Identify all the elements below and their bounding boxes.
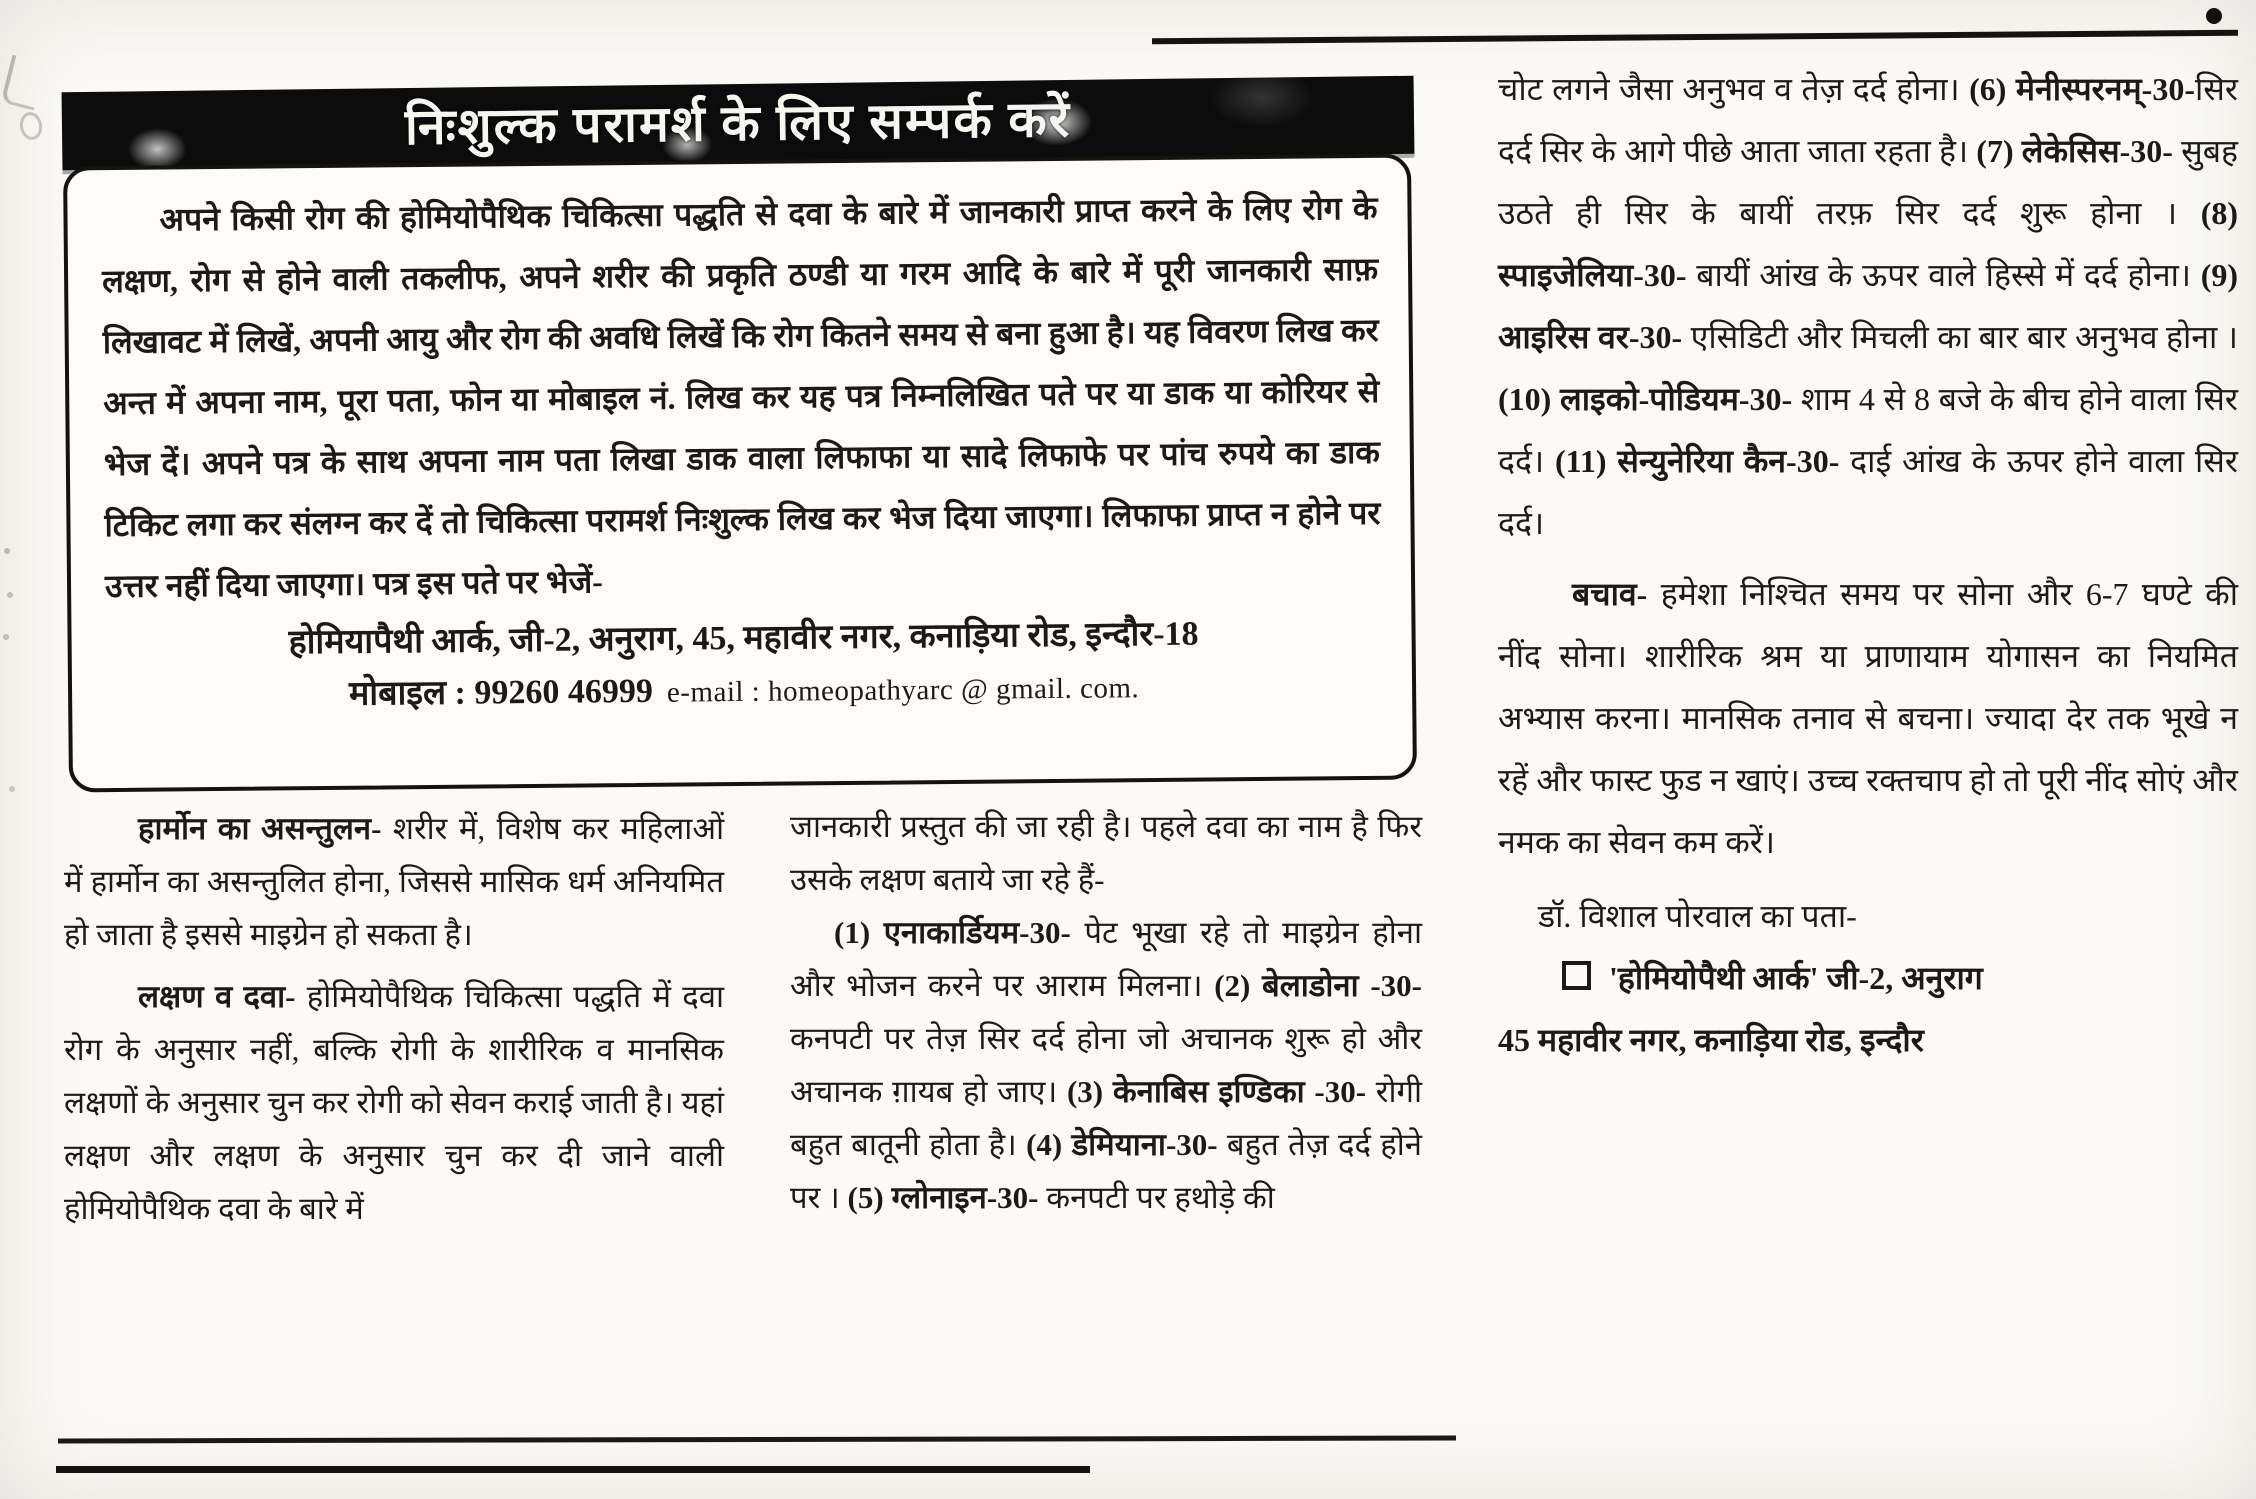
remedy-intro-text: जानकारी प्रस्तुत की जा रही है। पहले दवा का नाम है फिर उसके लक्षण बताये जा रहे हैं-: [790, 809, 1422, 897]
remedy-carry-text: चोट लगने जैसा अनुभव व तेज़ दर्द होना।: [1498, 71, 1970, 107]
paragraph-remedy-intro: [790, 800, 1422, 906]
mobile-number: मोबाइल : 99260 46999: [348, 672, 654, 713]
remedy-name: (10) लाइको-पोडियम-30-: [1498, 381, 1793, 417]
bottom-rule-short: [56, 1466, 1090, 1473]
remedy-list-6-11: [1498, 58, 2238, 554]
column-middle: [790, 800, 1422, 1224]
remedy-name: (2) बेलाडोना -30-: [1214, 968, 1423, 1003]
doctor-address-heading: डॉ. विशाल पोरवाल का पता-: [1538, 898, 1857, 934]
remedy-name: (4) डेमियाना-30-: [1026, 1127, 1218, 1162]
remedy-name: (8) स्पाइजेलिया-30-: [1498, 195, 2238, 293]
prevention-lead: बचाव-: [1572, 576, 1648, 612]
remedy-desc: रोगी बहुत बातूनी होता है।: [790, 1074, 1422, 1162]
doctor-address-line1: [1498, 947, 2238, 1009]
column-right: [1498, 58, 2238, 1071]
hormone-lead: हार्मोन का असन्तुलन-: [138, 811, 382, 846]
doctor-address-line2: [1498, 1009, 2238, 1071]
scan-artifact: [18, 110, 45, 141]
square-bullet-icon: [1562, 961, 1591, 990]
remedy-desc: पेट भूखा रहे तो माइग्रेन होना और भोजन करने पर आराम मिलना।: [790, 915, 1423, 1003]
contact-instructions-text: अपने किसी रोग की होमियोपैथिक चिकित्सा पद्धति से दवा के बारे में जानकारी प्राप्त करने के लिए रोग के लक्षण, रोग से होने वाली तकलीफ, अपने शरीर की प्रकृति ठण्डी या गरम आदि के बारे में पूरी जानकारी साफ़ लिखावट में लिखें, अपनी आयु और रोग की अवधि लिखें कि रोग कितने समय से बना हुआ है। यह विवरण लिख कर अन्त में अपना नाम, पूरा पता, फोन या मोबाइल नं. लिख कर यह पत्र निम्नलिखित पते पर या डाक या कोरियर से भेज दें। अपने पत्र के साथ अपना नाम पता लिखा डाक वाला लिफाफा या सादे लिफाफे पर पांच रुपये का डाक टिकिट लगा कर संलग्न कर दें तो चिकित्सा परामर्श निःशुल्क लिख कर भेज दिया जाएगा। लिफाफा प्राप्त न होने पर उत्तर नहीं दिया जाएगा। पत्र इस पते पर भेजें-: [101, 189, 1381, 605]
symptoms-lead: लक्षण व दवा-: [138, 979, 296, 1014]
postal-address-line: होमियापैथी आर्क, जी-2, अनुराग, 45, महावीर नगर, कनाड़िया रोड, इन्दौर-18: [288, 615, 1199, 662]
corner-dot: [2206, 8, 2222, 24]
remedy-desc: कनपटी पर हथोड़े की: [1038, 1180, 1275, 1215]
remedy-list-1-5: [790, 906, 1422, 1224]
prevention-text: हमेशा निश्चित समय पर सोना और 6-7 घण्टे की नींद सोना। शारीरिक श्रम या प्राणायाम योगासन का नियमित अभ्यास करना। मानसिक तनाव से बचना। ज्यादा देर तक भूखे न रहें और फास्ट फुड न खाएं। उच्च रक्तचाप हो तो पूरी नींद सोएं और नमक का सेवन कम करें।: [1498, 576, 2238, 860]
remedy-desc: सुबह उठते ही सिर के बायीं तरफ़ सिर दर्द शुरू होना ।: [1498, 133, 2238, 231]
hormone-text: शरीर में, विशेष कर महिलाओं में हार्मोन का असन्तुलित होना, जिससे मासिक धर्म अनियमित हो जाता है इससे माइग्रेन हो सकता है।: [64, 811, 724, 952]
column-left: [64, 802, 724, 1235]
remedy-desc: दाई आंख के ऊपर होने वाला सिर दर्द।: [1498, 443, 2238, 541]
phone-email-line: [106, 659, 1382, 717]
bottom-rule-long: [58, 1436, 1456, 1444]
remedy-name: (9) आइरिस वर-30-: [1498, 257, 2238, 355]
banner-title: निःशुल्क परामर्श के लिए सम्पर्क करें: [404, 90, 1072, 156]
remedy-name: (1) एनाकार्डियम-30-: [834, 915, 1071, 950]
paragraph-symptoms-medicine: [64, 970, 724, 1235]
doctor-clinic-name: 'होमियोपैथी आर्क' जी-2, अनुराग: [1609, 960, 1983, 996]
remedy-name: (7) लेकेसिस-30-: [1976, 133, 2173, 169]
symptoms-text: होमियोपैथिक चिकित्सा पद्धति में दवा रोग के अनुसार नहीं, बल्कि रोगी के शारीरिक व मानसिक लक्षणों के अनुसार चुन कर रोगी को सेवन कराई जाती है। यहां लक्षण और लक्षण के अनुसार चुन कर दी जाने वाली होमियोपैथिक दवा के बारे में: [64, 979, 724, 1226]
remedy-desc: सिर दर्द सिर के आगे पीछे आता जाता रहता है।: [1498, 71, 2238, 169]
email-address: e-mail : homeopathyarc @ gmail. com.: [666, 672, 1140, 709]
remedy-desc: बहुत तेज़ दर्द होने पर ।: [790, 1127, 1422, 1215]
remedy-name: (3) केनाबिस इण्डिका -30-: [1066, 1074, 1367, 1109]
paragraph-hormone-imbalance: [64, 802, 724, 961]
remedy-desc: बायीं आंख के ऊपर वाले हिस्से में दर्द होना।: [1686, 257, 2201, 293]
remedy-desc: एसिडिटी और मिचली का बार बार अनुभव होना ।: [1682, 319, 2239, 355]
doctor-street-line: 45 महावीर नगर, कनाड़िया रोड, इन्दौर: [1498, 1022, 1924, 1058]
remedy-name: (11) सेन्युनेरिया कैन-30-: [1554, 443, 1840, 479]
top-right-rule: [1152, 30, 2238, 45]
paragraph-prevention: [1498, 563, 2238, 873]
remedy-desc: कनपटी पर तेज़ सिर दर्द होना जो अचानक शुरू हो और अचानक ग़ायब हो जाए।: [790, 1021, 1422, 1109]
scan-artifact: [4, 548, 10, 554]
remedy-name: (5) ग्लोनाइन-30-: [847, 1180, 1039, 1215]
scan-artifact: [1, 55, 46, 111]
remedy-desc: शाम 4 से 8 बजे के बीच होने वाला सिर दर्द।: [1498, 381, 2238, 479]
contact-instruction-box: [63, 154, 1417, 793]
remedy-name: (6) मेनीस्परनम्-30-: [1969, 71, 2195, 107]
